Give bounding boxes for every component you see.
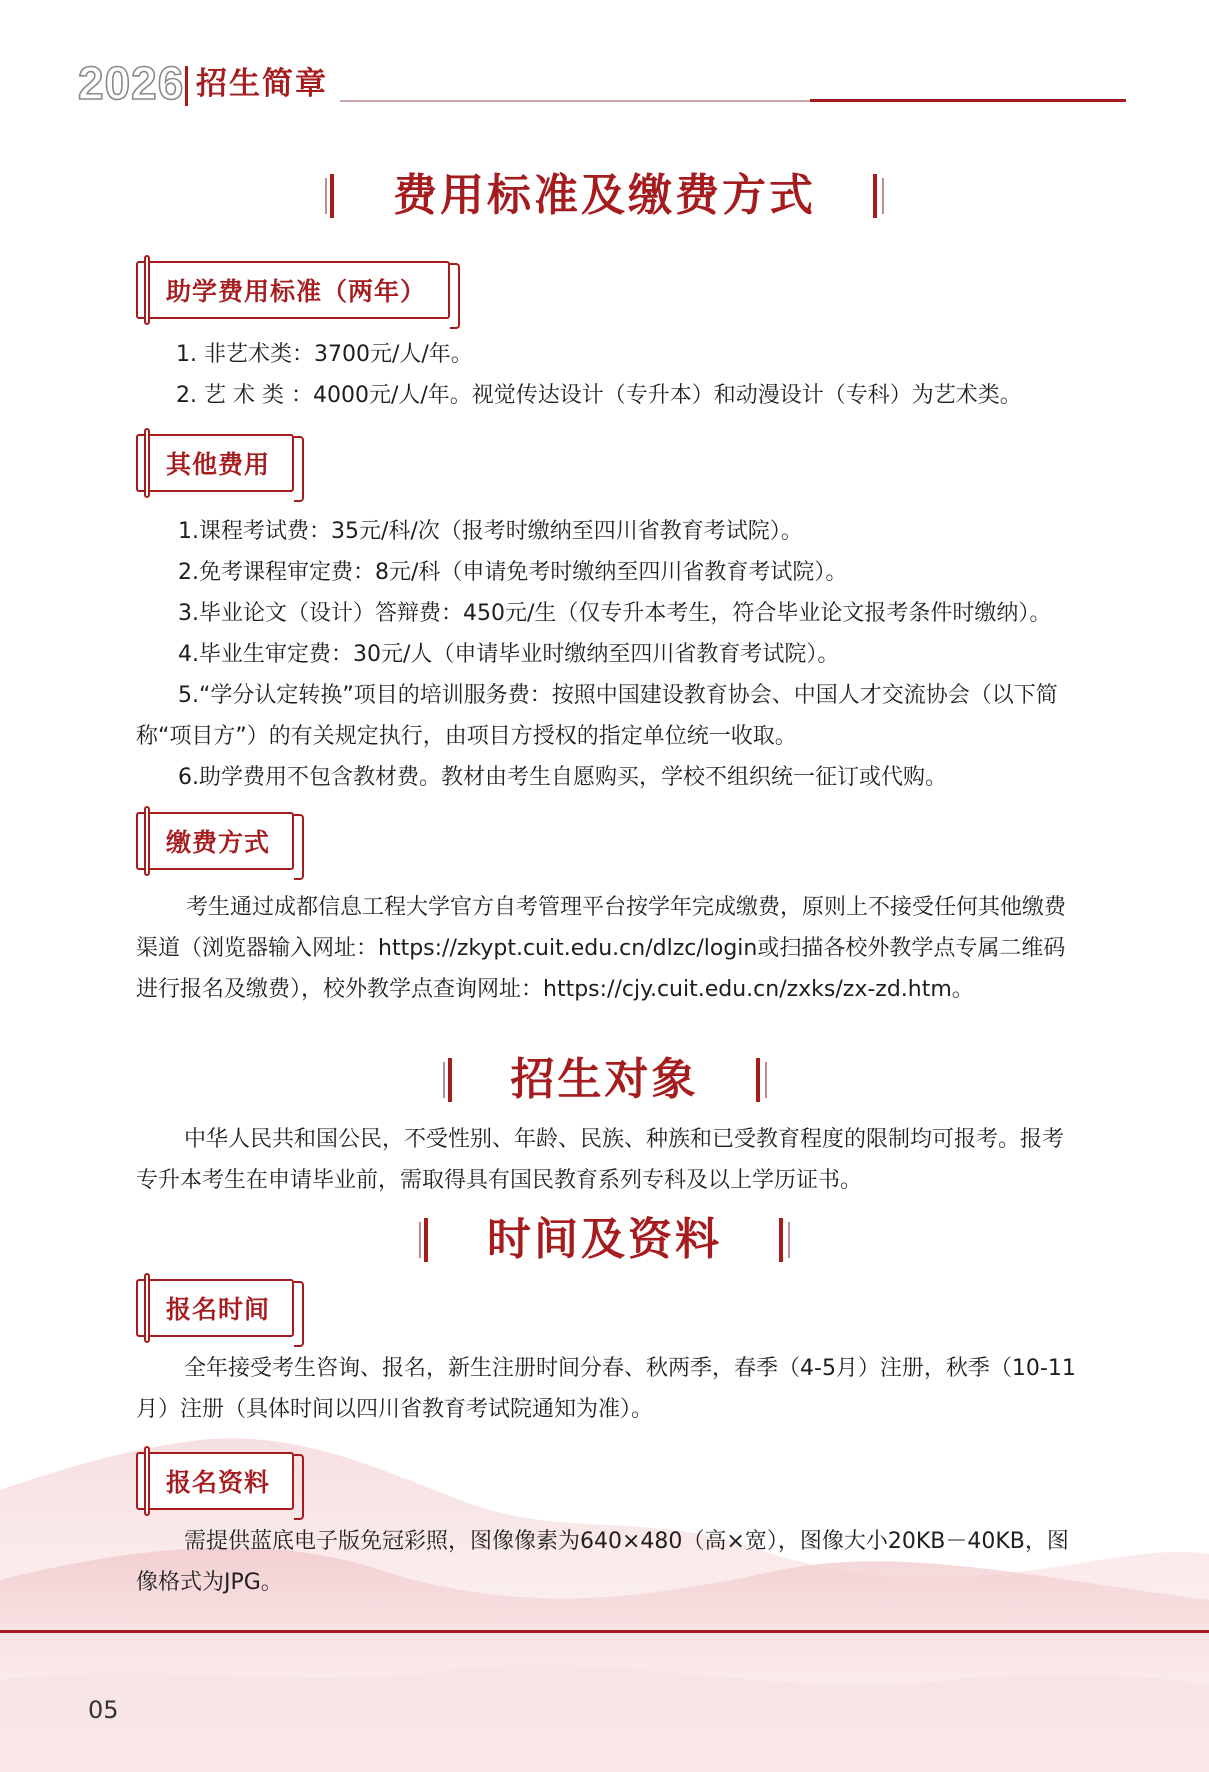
title-ornament-right-icon <box>778 1218 790 1262</box>
tuition-label-text: 助学费用标准（两年） <box>166 277 427 306</box>
title-ornament-right-icon <box>755 1058 767 1102</box>
header-rule-red <box>810 99 1126 102</box>
registration-time-label-text: 报名时间 <box>166 1295 271 1324</box>
header-year: 2026 <box>78 57 185 109</box>
list-item: 3.毕业论文（设计）答辩费：450元/生（仅专升本考生，符合毕业论文报考条件时缴纳）。 <box>178 601 1052 626</box>
target-paragraph: 中华人民共和国公民，不受性别、年龄、民族、种族和已受教育程度的限制均可报考。报考专升本考生在申请毕业前，需取得具有国民教育系列专科及以上学历证书。 <box>136 1127 1065 1193</box>
list-item: 4.毕业生审定费：30元/人（申请毕业时缴纳至四川省教育考试院）。 <box>178 642 840 667</box>
fees-section-title-text: 费用标准及缴费方式 <box>393 170 816 221</box>
title-ornament-left-icon <box>325 174 337 218</box>
title-ornament-left-icon <box>443 1058 455 1102</box>
tuition-label <box>136 261 450 319</box>
list-item: 6.助学费用不包含教材费。教材由考生自愿购买，学校不组织统一征订或代购。 <box>178 765 947 790</box>
registration-materials-paragraph: 需提供蓝底电子版免冠彩照，图像像素为640×480（高×宽），图像大小20KB－40KB，图像格式为JPG。 <box>136 1529 1069 1595</box>
registration-materials-label-text: 报名资料 <box>166 1468 271 1497</box>
list-item: 5.“学分认定转换”项目的培训服务费：按照中国建设教育协会、中国人才交流协会（以下简称“项目方”）的有关规定执行，由项目方授权的指定单位统一收取。 <box>136 683 1058 749</box>
title-ornament-left-icon <box>419 1218 431 1262</box>
registration-materials-label <box>136 1452 294 1510</box>
tuition-list <box>136 334 1124 416</box>
payment-text <box>136 887 1084 1010</box>
list-item: 1. 非艺术类：3700元/人/年。 <box>176 342 473 367</box>
time-section-title-text: 时间及资料 <box>487 1214 722 1265</box>
registration-time-text <box>136 1348 1084 1430</box>
target-section-title <box>0 1054 1209 1115</box>
payment-label-text: 缴费方式 <box>166 828 271 857</box>
list-item: 2. 艺 术 类 ：4000元/人/年。视觉传达设计（专升本）和动漫设计（专科）为艺术类。 <box>176 383 1022 408</box>
registration-time-label <box>136 1279 294 1337</box>
footer-rule <box>0 1630 1209 1633</box>
header-title: 招生简章 <box>196 66 328 102</box>
other-fees-label <box>136 434 294 492</box>
list-item: 2.免考课程审定费：8元/科（申请免考时缴纳至四川省教育考试院）。 <box>178 560 848 585</box>
time-section-title <box>0 1214 1209 1275</box>
payment-paragraph: 考生通过成都信息工程大学官方自考管理平台按学年完成缴费，原则上不接受任何其他缴费渠道（浏览器输入网址：https://zkypt.cuit.edu.cn/dlzc/login或扫描各校外教学点专属二维码进行报名及缴费），校外教学点查询网址：https://cjy.cuit.edu.cn/zxks/zx-zd.htm。 <box>136 895 1067 1002</box>
fees-section-title <box>0 170 1209 231</box>
target-section-title-text: 招生对象 <box>510 1054 699 1105</box>
registration-materials-text <box>136 1521 1084 1603</box>
other-fees-label-text: 其他费用 <box>166 450 271 479</box>
registration-time-paragraph: 全年接受考生咨询、报名，新生注册时间分春、秋两季，春季（4-5月）注册，秋季（10-11月）注册（具体时间以四川省教育考试院通知为准）。 <box>136 1356 1076 1422</box>
other-fees-list <box>136 511 1084 798</box>
target-text <box>136 1119 1084 1201</box>
header-rule-grey <box>340 100 810 102</box>
list-item: 1.课程考试费：35元/科/次（报考时缴纳至四川省教育考试院）。 <box>178 519 803 544</box>
page-number: 05 <box>88 1696 119 1724</box>
payment-label <box>136 812 294 870</box>
header-divider <box>185 66 188 106</box>
title-ornament-right-icon <box>872 174 884 218</box>
